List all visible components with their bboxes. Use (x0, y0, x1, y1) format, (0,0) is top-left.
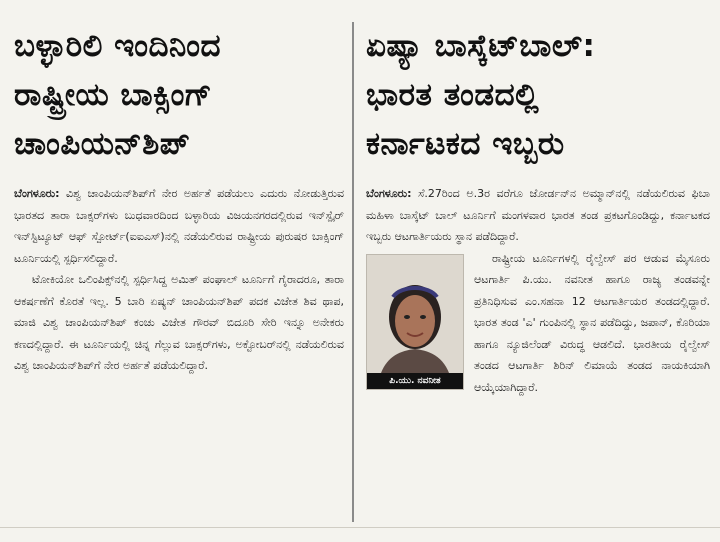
dateline: ಬೆಂಗಳೂರು: (14, 187, 60, 200)
player-photo (366, 254, 464, 390)
paragraph-text: ಸೆ.27ರಿಂದ ಅ.3ರ ವರೆಗೂ ಜೋರ್ಡನ್‌ನ ಅಮ್ಮಾನ್‌ನಲ್ಲಿ ನಡೆಯಲಿರುವ ಫಿಬಾ ಮಹಿಳಾ ಬಾಸ್ಕೆಟ್ ಬಾಲ್ ಟೂರ್ನಿಗೆ ಮಂಗಳವಾರ ಭಾರತ ತಂಡ ಪ್ರಕಟಗೊಂಡಿದ್ದು, ಕರ್ನಾಟಕದ ಇಬ್ಬರು ಆಟಗಾರ್ತಿಯರು ಸ್ಥಾನ ಪಡೆದಿದ್ದಾರೆ. (366, 187, 710, 243)
headline-line: ಭಾರತ ತಂಡದಲ್ಲಿ (366, 77, 540, 113)
column-divider (352, 22, 354, 522)
headline-line: ಕರ್ನಾಟಕದ ಇಬ್ಬರು (366, 126, 565, 162)
article-paragraph: ರಾಷ್ಟ್ರೀಯ ಟೂರ್ನಿಗಳಲ್ಲಿ ರೈಲ್ವೇಸ್ ಪರ ಆಡುವ ಮೈಸೂರು ಆಟಗಾರ್ತಿ ಪಿ.ಯು. ನವನೀತ ಹಾಗೂ ರಾಜ್ಯ ತಂಡವನ್ನೇ ಪ್ರತಿನಿಧಿಸುವ ಎಂ.ಸಹನಾ 12 ಆಟಗಾರ್ತಿಯರ ತಂಡದಲ್ಲಿದ್ದಾರೆ. ಭಾರತ ತಂಡ 'ಎ' ಗುಂಪಿನಲ್ಲಿ ಸ್ಥಾನ ಪಡೆದಿದ್ದು, ಜಪಾನ್, ಕೊರಿಯಾ ಹಾಗೂ ನ್ಯೂಜಿಲೆಂಡ್ ವಿರುದ್ಧ ಆಡಲಿದೆ. ಭಾರತೀಯ ರೈಲ್ವೇಸ್ ತಂಡದ ಆಟಗಾರ್ತಿ ಶಿರಿನ್ ಲಿಮಾಯೆ ತಂಡದ ನಾಯಕಿಯಾಗಿ ಆಯ್ಕೆಯಾಗಿದ್ದಾರೆ. (474, 251, 710, 394)
article-paragraph: ಟೋಕಿಯೋ ಒಲಿಂಪಿಕ್ಸ್‌ನಲ್ಲಿ ಸ್ಪರ್ಧಿಸಿದ್ದ ಅಮಿತ್ ಪಂಘಾಲ್ ಟೂರ್ನಿಗೆ ಗೈರಾದರೂ, ತಾರಾ ಆಕರ್ಷಣೆಗೆ ಕೊರತೆ ಇಲ್ಲ. 5 ಬಾರಿ ಏಷ್ಯನ್ ಚಾಂಪಿಯನ್‌ಶಿಪ್ ಪದಕ ವಿಜೇತ ಶಿವ ಥಾಪ, ಮಾಜಿ ವಿಶ್ವ ಚಾಂಪಿಯನ್‌ಶಿಪ್ ಕಂಚು ವಿಜೇತ ಗೌರವ್ ಬಿದೂರಿ ಸೇರಿ ಇನ್ನೂ ಅನೇಕರು ಕಣದಲ್ಲಿದ್ದಾರೆ. ಈ ಟೂರ್ನಿಯಲ್ಲಿ ಚಿನ್ನ ಗೆಲ್ಲುವ ಬಾಕ್ಸರ್‌ಗಳು, ಅಕ್ಟೋಬರ್‌ನಲ್ಲಿ ನಡೆಯಲಿರುವ ವಿಶ್ವ ಚಾಂಪಿಯನ್‌ಶಿಪ್‌ಗೆ ನೇರ ಅರ್ಹತೆ ಪಡೆಯಲಿದ್ದಾರೆ. (14, 273, 344, 372)
dateline: ಬೆಂಗಳೂರು: (366, 187, 412, 200)
basketball-headline (366, 22, 710, 169)
headline-line: ರಾಷ್ಟ್ರೀಯ ಬಾಕ್ಸಿಂಗ್ (14, 77, 213, 113)
paragraph-text: ವಿಶ್ವ ಚಾಂಪಿಯನ್‌ಶಿಪ್‌ಗೆ ನೇರ ಅರ್ಹತೆ ಪಡೆಯಲು ಎದುರು ನೋಡುತ್ತಿರುವ ಭಾರತದ ತಾರಾ ಬಾಕ್ಸರ್‌ಗಳು ಬುಧವಾರದಿಂದ ಬಳ್ಳಾರಿಯ ವಿಜಯನಗರದಲ್ಲಿರುವ ಇನ್‌ಸ್ಪೈರ್ ಇನ್‌ಸ್ಟಿಟ್ಯೂಟ್ ಆಫ್ ಸ್ಪೋರ್ಟ್(ಐಐಎಸ್)ನಲ್ಲಿ ನಡೆಯಲಿರುವ ರಾಷ್ಟ್ರೀಯ ಪುರುಷರ ಬಾಕ್ಸಿಂಗ್ ಟೂರ್ನಿಯಲ್ಲಿ ಸ್ಪರ್ಧಿಸಲಿದ್ದಾರೆ. (14, 187, 344, 265)
photo-caption: ಪಿ.ಯು. ನವನೀತ (367, 373, 463, 389)
basketball-article (366, 0, 710, 542)
headline-line: ಬಳ್ಳಾರಿಲಿ ಇಂದಿನಿಂದ (14, 28, 222, 64)
basketball-body (366, 183, 710, 398)
boxing-headline (14, 22, 344, 169)
boxing-article (14, 0, 344, 542)
boxing-body (14, 183, 344, 377)
bottom-rule (0, 527, 720, 528)
portrait-image (367, 255, 463, 389)
headline-line: ಏಷ್ಯಾ ಬಾಸ್ಕೆಟ್‌ಬಾಲ್: (366, 28, 596, 64)
article-paragraph (366, 183, 710, 248)
article-paragraph (14, 183, 344, 269)
headline-line: ಚಾಂಪಿಯನ್‌ಶಿಪ್ (14, 126, 191, 162)
